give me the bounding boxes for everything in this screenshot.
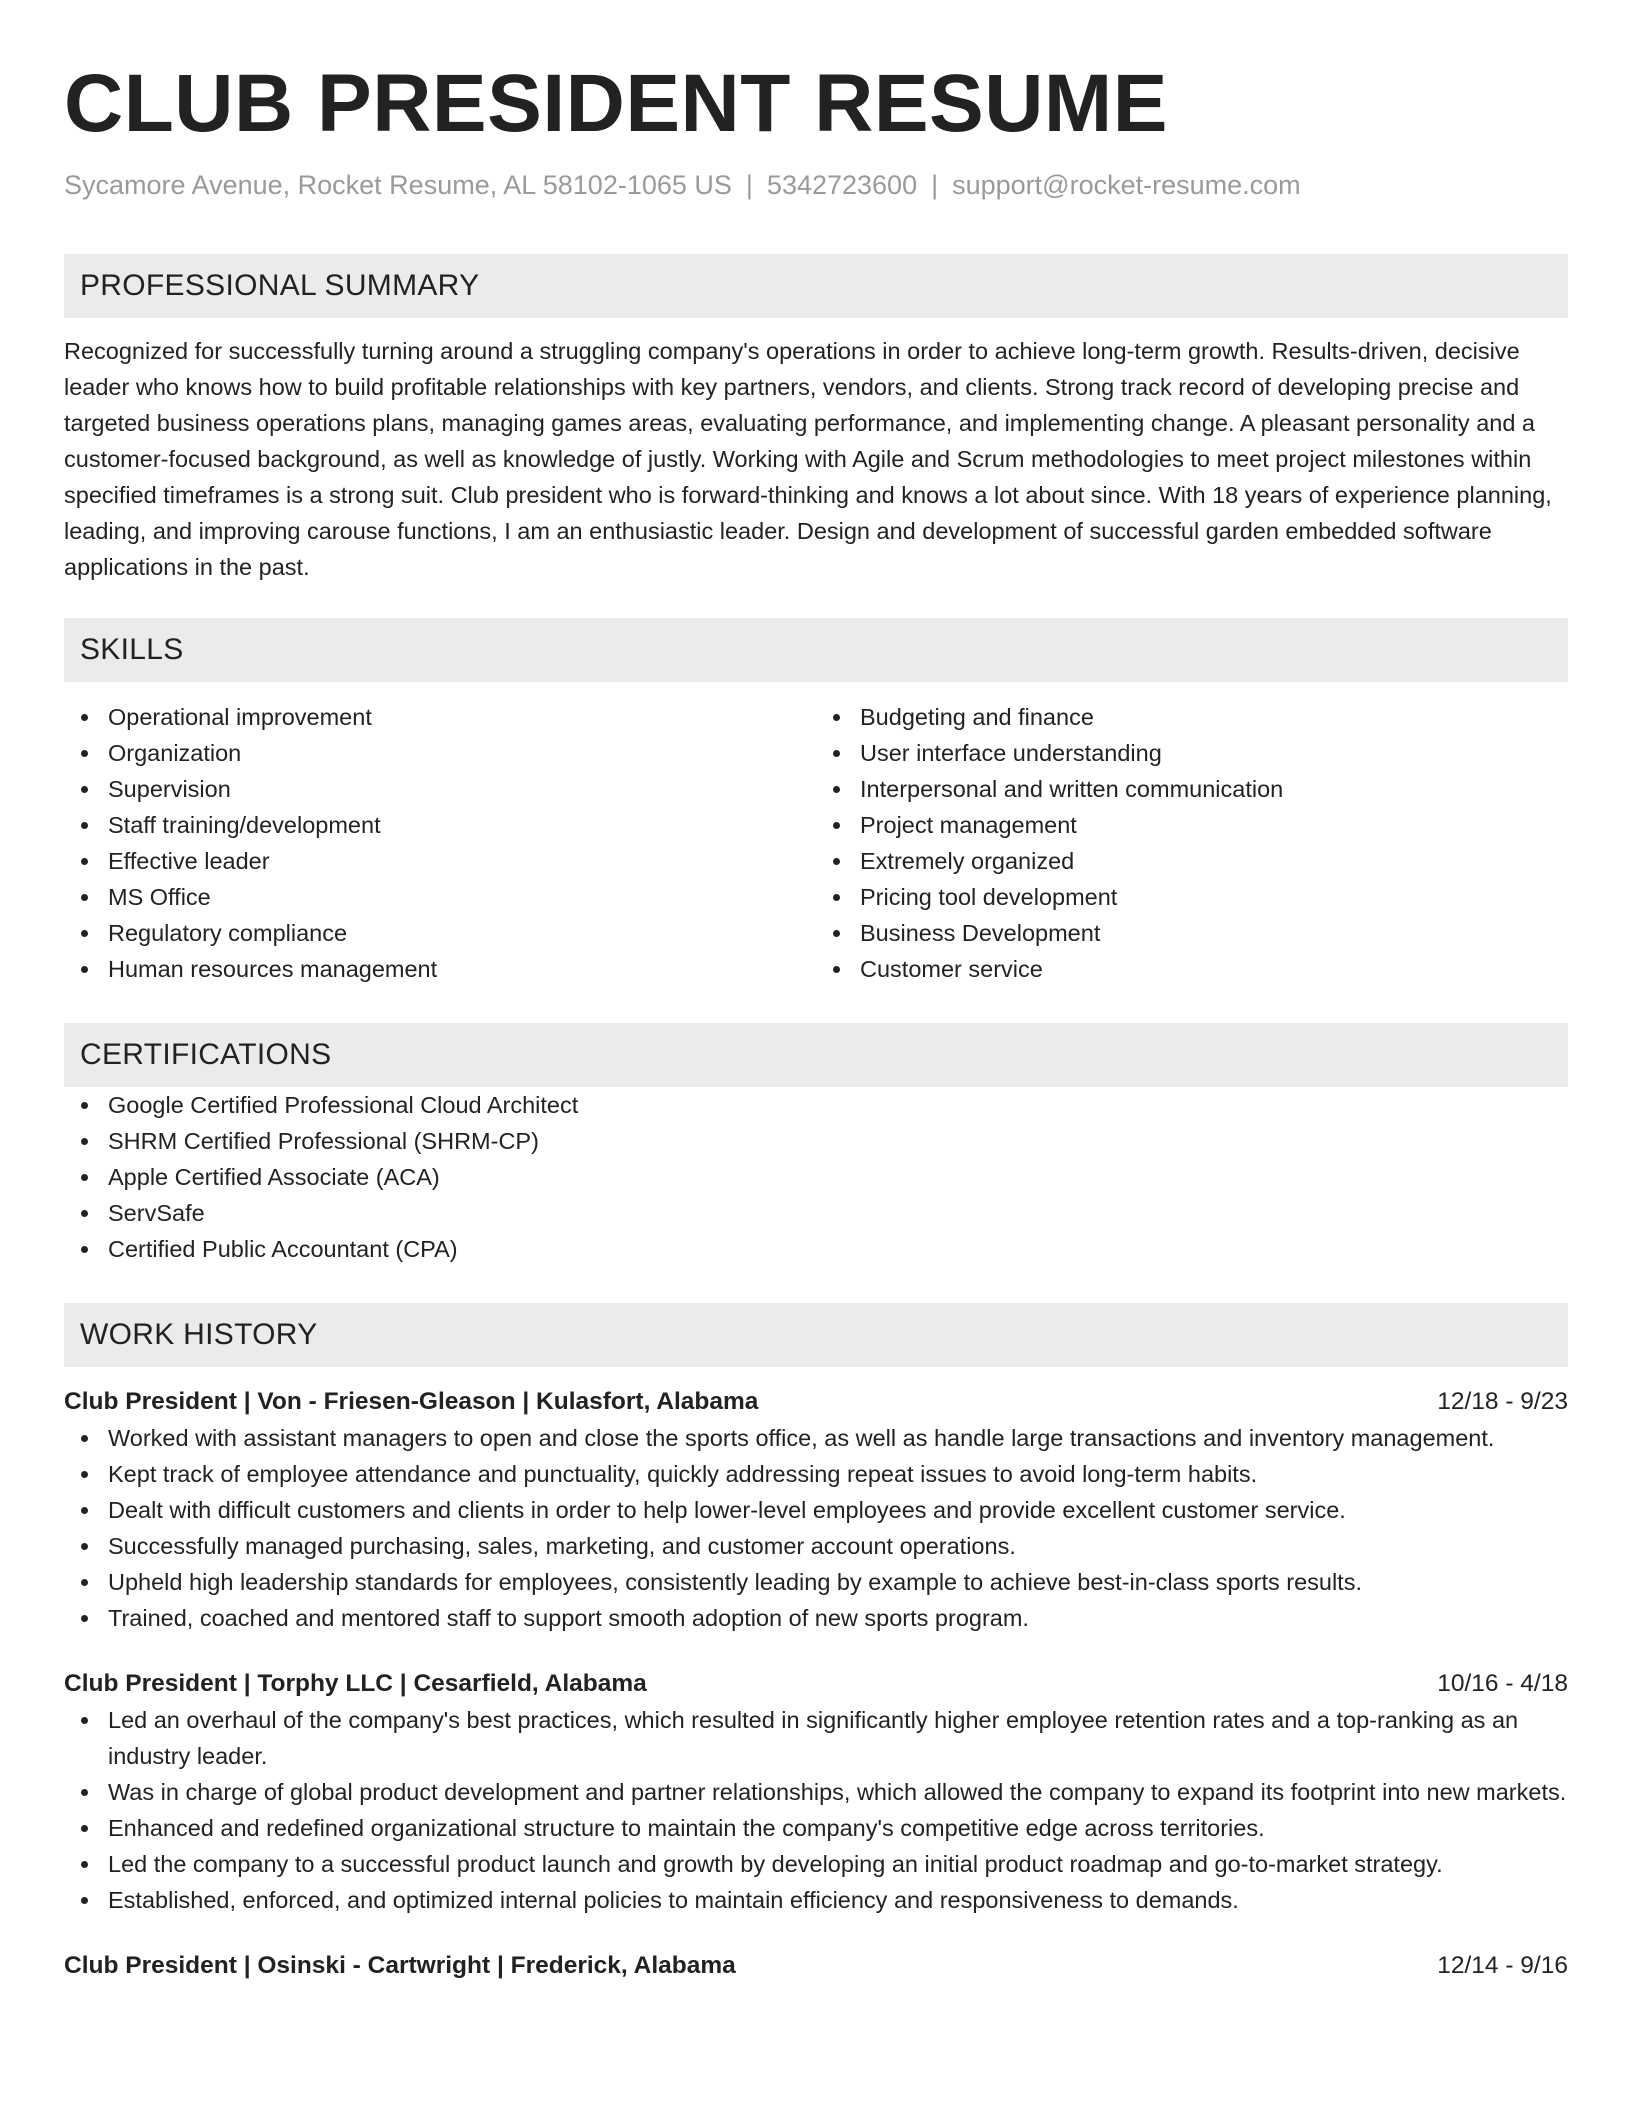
contact-line [64, 168, 1568, 202]
job-bullet: Enhanced and redefined organizational structure to maintain the company's competitive edge across territories. [64, 1810, 1568, 1846]
skill-item: Regulatory compliance [64, 915, 816, 951]
section-header-summary [64, 254, 1568, 318]
certification-item: Certified Public Accountant (CPA) [64, 1231, 1568, 1267]
section-heading: PROFESSIONAL SUMMARY [80, 269, 480, 302]
job-bullet: Was in charge of global product development and partner relationships, which allowed the company to expand its footprint into new markets. [64, 1774, 1568, 1810]
contact-separator: | [931, 170, 939, 200]
section-heading: CERTIFICATIONS [80, 1038, 332, 1071]
job-bullet: Trained, coached and mentored staff to support smooth adoption of new sports program. [64, 1600, 1568, 1636]
skill-item: Operational improvement [64, 699, 816, 735]
skill-item: Budgeting and finance [816, 699, 1568, 735]
skill-item: Project management [816, 807, 1568, 843]
job-header [64, 1666, 1568, 1702]
job-title: Club President | Von - Friesen-Gleason | Kulasfort, Alabama [64, 1388, 759, 1415]
job-header [64, 1384, 1568, 1420]
resume-title: CLUB PRESIDENT RESUME [64, 58, 1168, 149]
skill-item: Organization [64, 735, 816, 771]
skill-item: User interface understanding [816, 735, 1568, 771]
job-title: Club President | Torphy LLC | Cesarfield, Alabama [64, 1670, 647, 1697]
job-bullet: Established, enforced, and optimized internal policies to maintain efficiency and responsiveness to demands. [64, 1882, 1568, 1918]
skill-item: Human resources management [64, 951, 816, 987]
section-heading: SKILLS [80, 633, 184, 666]
job-bullet: Led an overhaul of the company's best practices, which resulted in significantly higher employee retention rates and a top-ranking as an industry leader. [64, 1702, 1568, 1774]
section-heading: WORK HISTORY [80, 1318, 318, 1351]
job-entry [64, 1384, 1568, 1636]
job-bullet-list [64, 1420, 1568, 1636]
skills-list-right [816, 699, 1568, 987]
job-entry [64, 1666, 1568, 1918]
skill-item: Customer service [816, 951, 1568, 987]
job-dates: 12/14 - 9/16 [1437, 1952, 1568, 1979]
job-dates: 12/18 - 9/23 [1437, 1388, 1568, 1415]
section-header-certifications [64, 1023, 1568, 1087]
contact-address: Sycamore Avenue, Rocket Resume, AL 58102-1065 US [64, 170, 732, 200]
contact-email[interactable]: support@rocket-resume.com [952, 170, 1301, 200]
skill-item: Business Development [816, 915, 1568, 951]
certification-item: ServSafe [64, 1195, 1568, 1231]
skill-item: Supervision [64, 771, 816, 807]
skill-item: Pricing tool development [816, 879, 1568, 915]
job-bullet: Successfully managed purchasing, sales, marketing, and customer account operations. [64, 1528, 1568, 1564]
job-bullet-list [64, 1702, 1568, 1918]
job-header [64, 1948, 1568, 1984]
contact-phone: 5342723600 [766, 170, 918, 200]
skills-columns [64, 699, 1568, 987]
job-bullet: Kept track of employee attendance and punctuality, quickly addressing repeat issues to avoid long-term habits. [64, 1456, 1568, 1492]
contact-separator: | [745, 170, 753, 200]
certification-item: Google Certified Professional Cloud Architect [64, 1087, 1568, 1123]
certification-item: Apple Certified Associate (ACA) [64, 1159, 1568, 1195]
section-header-skills [64, 618, 1568, 682]
job-bullet: Dealt with difficult customers and clients in order to help lower-level employees and provide excellent customer service. [64, 1492, 1568, 1528]
job-bullet: Led the company to a successful product launch and growth by developing an initial product roadmap and go-to-market strategy. [64, 1846, 1568, 1882]
job-dates: 10/16 - 4/18 [1437, 1670, 1568, 1697]
skill-item: Interpersonal and written communication [816, 771, 1568, 807]
job-bullet: Worked with assistant managers to open and close the sports office, as well as handle large transactions and inventory management. [64, 1420, 1568, 1456]
summary-text: Recognized for successfully turning around a struggling company's operations in order to achieve long-term growth. Results-driven, decisive leader who knows how to build profitable relationships with key partners, vendors, and clients. Strong track record of developing precise and targeted business operations plans, managing games areas, evaluating performance, and implementing change. A pleasant personality and a customer-focused background, as well as knowledge of justly. Working with Agile and Scrum methodologies to meet project milestones within specified timeframes is a strong suit. Club president who is forward-thinking and knows a lot about since. With 18 years of experience planning, leading, and improving carouse functions, I am an enthusiastic leader. Design and development of successful garden embedded software applications in the past. [64, 338, 1552, 580]
work-history-list [64, 1384, 1568, 1984]
skill-item: Staff training/development [64, 807, 816, 843]
certifications-list [64, 1087, 1568, 1267]
job-bullet: Upheld high leadership standards for employees, consistently leading by example to achieve best-in-class sports results. [64, 1564, 1568, 1600]
skill-item: MS Office [64, 879, 816, 915]
skill-item: Extremely organized [816, 843, 1568, 879]
job-entry [64, 1948, 1568, 1984]
section-header-work-history [64, 1303, 1568, 1367]
certification-item: SHRM Certified Professional (SHRM-CP) [64, 1123, 1568, 1159]
skills-list-left [64, 699, 816, 987]
job-title: Club President | Osinski - Cartwright | Frederick, Alabama [64, 1952, 736, 1979]
skill-item: Effective leader [64, 843, 816, 879]
